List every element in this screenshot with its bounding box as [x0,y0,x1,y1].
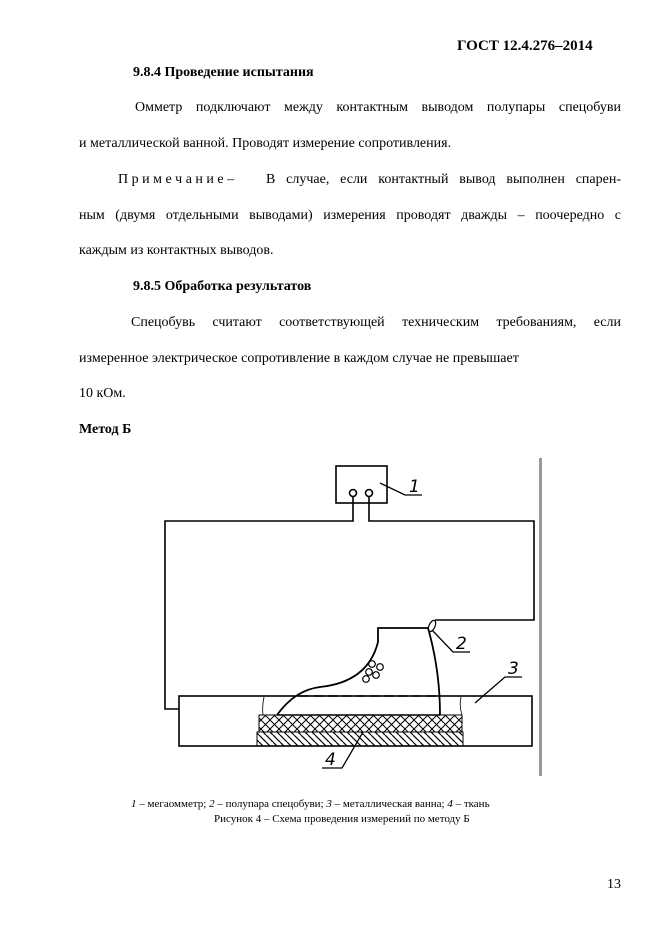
legend-num: 3 [326,798,332,810]
paragraph-line: Спецобувь считают соответствующей техническим требованиям, если [131,315,621,330]
boot [277,619,440,715]
section-heading-9-8-4: 9.8.4 Проведение испытания [133,65,314,80]
wires [165,497,534,709]
legend-text: – полупара спецобуви; [214,798,327,810]
paragraph-line: и металлической ванной. Проводят измерение сопротивления. [79,136,452,151]
legend-num: 1 [131,798,137,810]
note-line: ным (двумя отдельными выводами) измерения проводят дважды – поочередно с [79,208,621,223]
page-edge-bar [539,458,542,776]
label-1: 1 [409,477,420,497]
figure-legend [131,798,490,810]
megaohmmeter [336,466,387,503]
section-heading-9-8-5: 9.8.5 Обработка результатов [133,279,312,294]
legend-text: – мегаомметр; [136,798,210,810]
paragraph-line: 10 кОм. [79,386,126,401]
metal-bath [179,696,532,746]
note-line: каждым из контактных выводов. [79,243,274,258]
legend-text: – металлическая ванна; [331,798,448,810]
method-heading: Метод Б [79,422,132,437]
paragraph-line: измеренное электрическое сопротивление в каждом случае не превышает [79,351,519,366]
paragraph-line: Омметр подключают между контактным выводом полупары спецобуви [135,100,621,115]
label-3: 3 [508,659,519,679]
note-line: В случае, если контактный вывод выполнен спарен- [266,172,621,187]
label-2: 2 [456,634,467,654]
page-number: 13 [607,877,621,892]
figure-caption: Рисунок 4 – Схема проведения измерений по методу Б [214,813,470,825]
note-label: П р и м е ч а н и е – [118,172,235,187]
standard-header: ГОСТ 12.4.276–2014 [457,38,593,54]
label-4: 4 [325,750,336,770]
legend-num: 2 [209,798,215,810]
legend-text: – ткань [452,798,490,810]
legend-num: 4 [447,798,453,810]
